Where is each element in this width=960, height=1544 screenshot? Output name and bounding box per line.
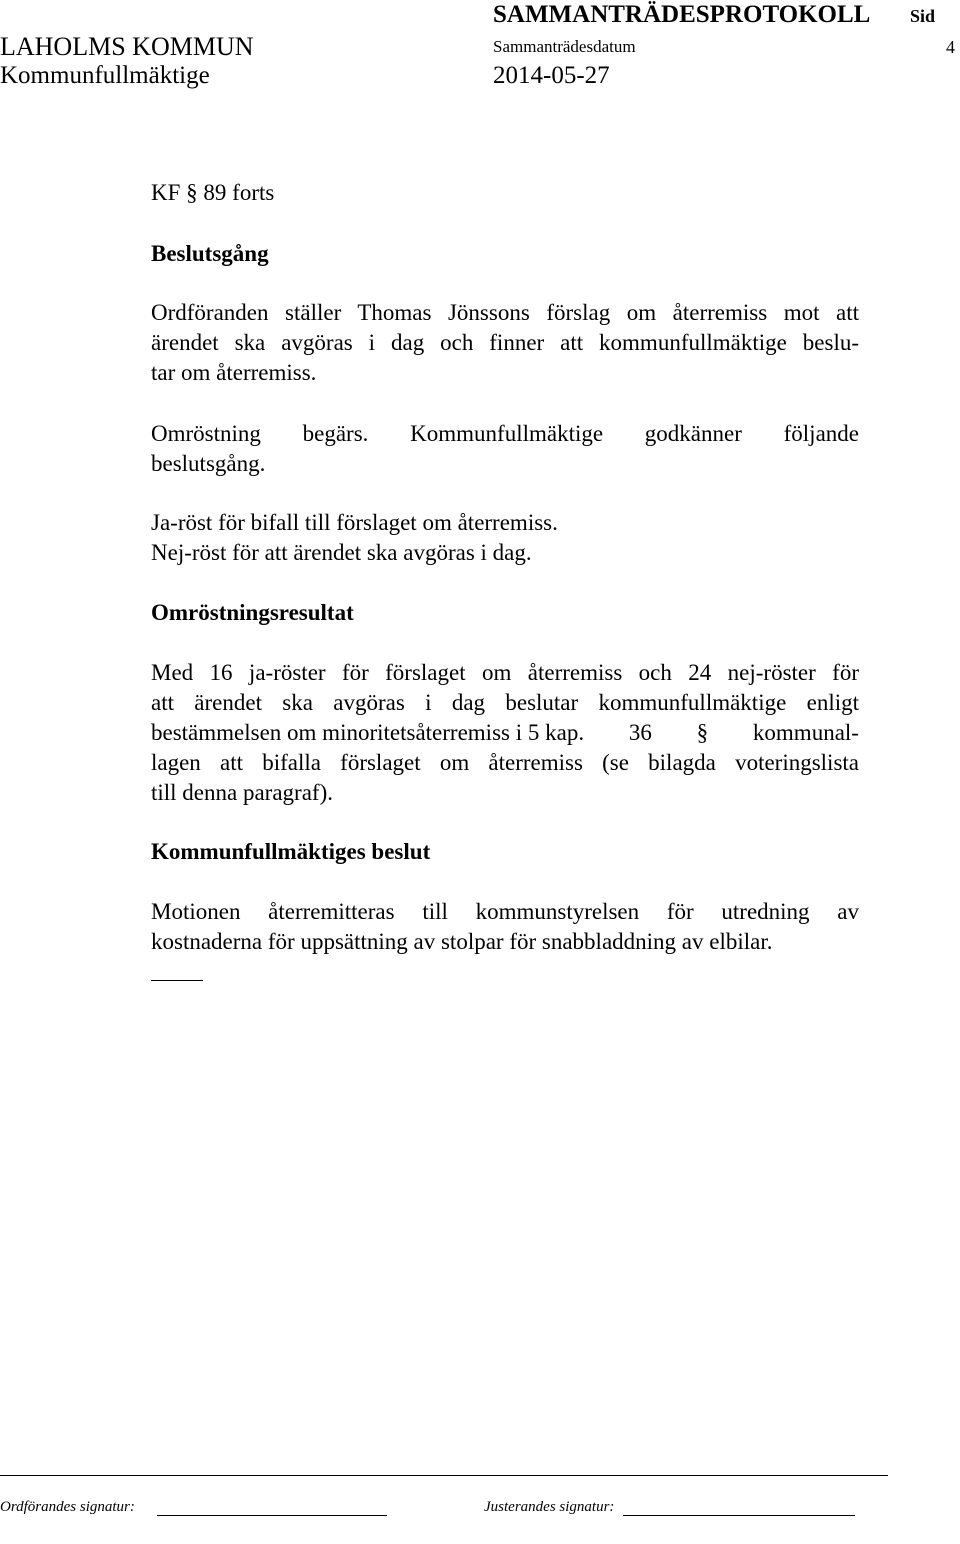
section-end-rule (151, 980, 203, 981)
document-type: SAMMANTRÄDESPROTOKOLL (493, 1, 871, 28)
page-label: Sid (910, 6, 936, 26)
text-line: lagen att bifalla förslaget om återremiss (se bilagda voteringslista (151, 750, 859, 775)
text-line (151, 718, 859, 748)
text-line: Motionen återremitteras till kommunstyrelsen för utredning av (151, 899, 859, 924)
text-line-start: bestämmelsen om minoritetsåterremiss i 5 kap. (151, 720, 585, 745)
beslutsgang-heading: Beslutsgång (151, 241, 269, 266)
beslutsgang-paragraph-1 (151, 298, 859, 388)
decision-paragraph (151, 897, 859, 957)
body-name: Kommunfullmäktige (0, 62, 210, 89)
paragraph-symbol: § (696, 720, 709, 745)
beslutsgang-paragraph-2 (151, 419, 859, 479)
vote-yes-option: Ja-röst för bifall till förslaget om återremiss. (151, 510, 558, 535)
organization-name: LAHOLMS KOMMUN (0, 32, 254, 61)
footer-divider (0, 1475, 888, 1476)
text-line: kostnaderna för uppsättning av stolpar för snabbladdning av elbilar. (151, 929, 773, 954)
text-line: beslutsgång. (151, 451, 266, 476)
page-number: 4 (946, 37, 955, 57)
text-line-end: kommunal- (752, 720, 859, 745)
section-reference (151, 178, 274, 208)
decision-heading: Kommunfullmäktiges beslut (151, 839, 431, 864)
adjuster-signature-line (623, 1515, 855, 1516)
paragraph-symbol: § (186, 180, 198, 205)
text-number: 36 (628, 720, 652, 745)
text-line: Omröstning begärs. Kommunfullmäktige godkänner följande (151, 421, 859, 446)
meeting-date: 2014-05-27 (493, 62, 610, 89)
date-label: Sammanträdesdatum (493, 37, 636, 56)
section-number: 89 forts (203, 180, 275, 205)
chair-signature-label: Ordförandes signatur: (0, 1499, 135, 1515)
text-line: Med 16 ja-röster för förslaget om återremiss och 24 nej-röster för (151, 660, 859, 685)
text-line: ärendet ska avgöras i dag och finner att kommunfullmäktige beslu- (151, 330, 859, 355)
result-heading: Omröstningsresultat (151, 600, 354, 625)
text-line: Ordföranden ställer Thomas Jönssons förslag om återremiss mot att (151, 300, 859, 325)
text-line: till denna paragraf). (151, 780, 333, 805)
text-line: att ärendet ska avgöras i dag beslutar kommunfullmäktige enligt (151, 690, 859, 715)
chair-signature-line (157, 1515, 387, 1516)
text-line: tar om återremiss. (151, 360, 317, 385)
section-prefix: KF (151, 180, 181, 205)
vote-no-option: Nej-röst för att ärendet ska avgöras i dag. (151, 540, 532, 565)
adjuster-signature-label: Justerandes signatur: (484, 1499, 615, 1515)
result-paragraph (151, 658, 859, 808)
